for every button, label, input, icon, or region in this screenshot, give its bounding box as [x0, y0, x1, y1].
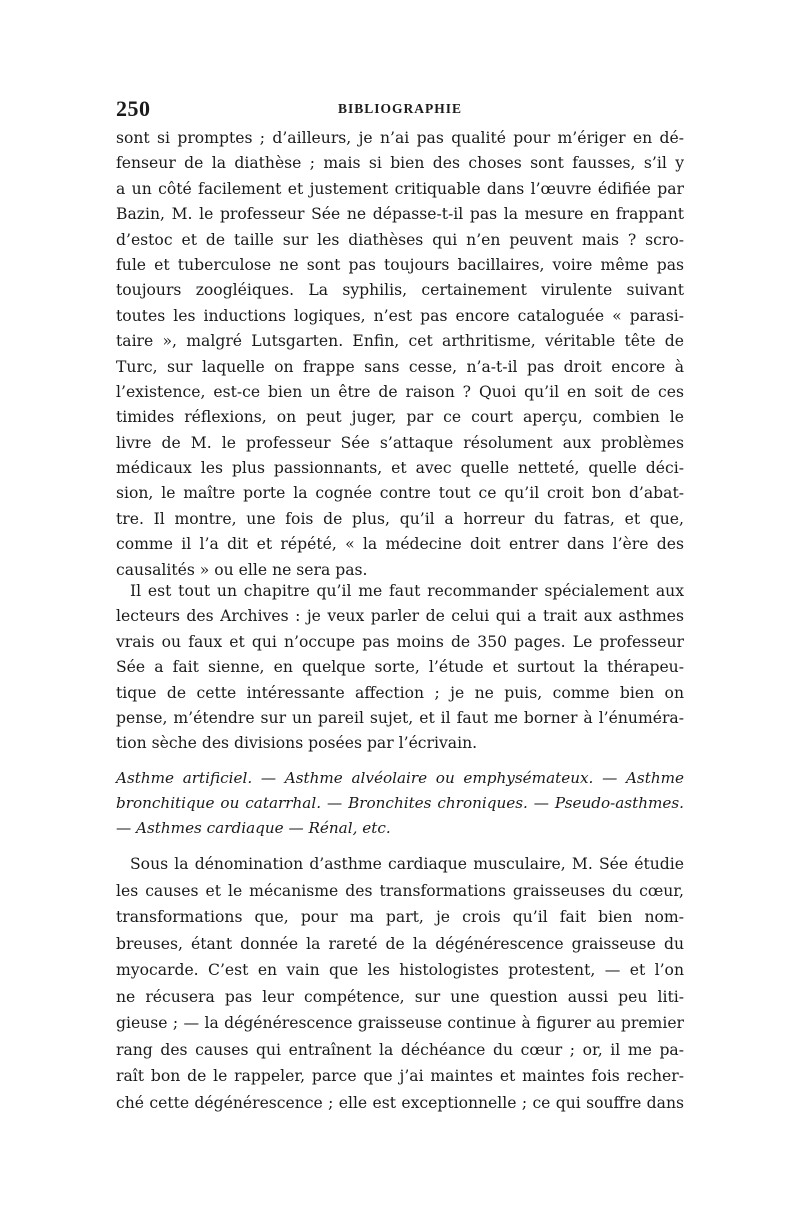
text-line: bronchitique ou catarrhal. — Bronchites chroniques. — Pseudo-asthmes. — [116, 794, 684, 812]
text-line: transformations que, pour ma part, je crois qu’il fait bien nom- — [116, 908, 684, 926]
text-line: — Asthmes cardiaque — Rénal, etc. — [116, 819, 391, 837]
text-line: ne récusera pas leur compétence, sur une question aussi peu liti- — [116, 987, 684, 1006]
text-line: taire », malgré Lutsgarten. Enfin, cet arthritisme, véritable tête de — [116, 332, 684, 351]
text-line: Sée a fait sienne, en quelque sorte, l’étude et surtout la thérapeu- — [116, 658, 684, 677]
text-line: breuses, étant donnée la rareté de la dégénérescence graisseuse du — [116, 934, 684, 953]
text-line: Turc, sur laquelle on frappe sans cesse, n’a-t-il pas droit encore à — [116, 357, 684, 376]
text-line: les causes et le mécanisme des transformations graisseuses du cœur, — [116, 881, 684, 900]
text-line: Sous la dénomination d’asthme cardiaque musculaire, M. Sée étudie — [130, 855, 684, 873]
text-line: d’estoc et de taille sur les diathèses qui n’en peuvent mais ? scro- — [116, 230, 684, 249]
text-line: Bazin, M. le professeur Sée ne dépasse-t-il pas la mesure en frappant — [116, 205, 684, 224]
text-line: a un côté facilement et justement critiquable dans l’œuvre édifiée par — [116, 179, 684, 198]
text-line: sont si promptes ; d’ailleurs, je n’ai pas qualité pour m’ériger en dé- — [116, 129, 684, 147]
text-line: comme il l’a dit et répété, « la médecine doit entrer dans l’ère des — [116, 535, 684, 554]
text-line: myocarde. C’est en vain que les histologistes protestent, — et l’on — [116, 961, 684, 979]
page-header — [116, 96, 686, 124]
text-line: médicaux les plus passionnants, et avec quelle netteté, quelle déci- — [116, 459, 684, 478]
paragraph-4 — [116, 851, 684, 1116]
text-line: raît bon de le rappeler, parce que j’ai maintes et maintes fois recher- — [116, 1067, 684, 1085]
text-line: tique de cette intéressante affection ; je ne puis, comme bien on — [116, 683, 684, 702]
page-number: 250 — [116, 96, 151, 121]
text-line: Il est tout un chapitre qu’il me faut recommander spécialement aux — [130, 582, 684, 600]
text-line: ché cette dégénérescence ; elle est exceptionnelle ; ce qui souffre dans — [116, 1093, 684, 1112]
text-line: gieuse ; — la dégénérescence graisseuse continue à figurer au premier — [116, 1014, 684, 1032]
text-line: fule et tuberculose ne sont pas toujours bacillaires, voire même pas — [116, 255, 684, 274]
running-head: BIBLIOGRAPHIE — [338, 101, 463, 116]
paragraph-2 — [116, 579, 684, 757]
text-line: fenseur de la diathèse ; mais si bien des choses sont fausses, s’il y — [116, 154, 684, 173]
text-line: tion sèche des divisions posées par l’écrivain. — [116, 734, 478, 753]
text-line: tre. Il montre, une fois de plus, qu’il a horreur du fatras, et que, — [116, 509, 684, 528]
text-line: livre de M. le professeur Sée s’attaque résolument aux problèmes — [116, 433, 684, 452]
text-line: l’existence, est-ce bien un être de raison ? Quoi qu’il en soit de ces — [116, 382, 684, 401]
text-line: causalités » ou elle ne sera pas. — [116, 560, 368, 579]
text-line: timides réflexions, on peut juger, par ce court aperçu, combien le — [116, 408, 684, 427]
text-line: Asthme artificiel. — Asthme alvéolaire ou emphysémateux. — Asthme — [116, 769, 684, 787]
division-list — [116, 766, 684, 841]
text-line: lecteurs des Archives : je veux parler de celui qui a trait aux asthmes — [116, 607, 684, 626]
text-line: sion, le maître porte la cognée contre tout ce qu’il croit bon d’abat- — [116, 484, 684, 503]
text-line: toutes les inductions logiques, n’est pas encore cataloguée « parasi- — [116, 306, 684, 325]
text-line: rang des causes qui entraînent la déchéance du cœur ; or, il me pa- — [116, 1040, 684, 1059]
text-line: vrais ou faux et qui n’occupe pas moins de 350 pages. Le professeur — [116, 632, 684, 651]
paragraph-1 — [116, 126, 684, 583]
text-line: toujours zoogléiques. La syphilis, certainement virulente suivant — [116, 281, 684, 300]
text-line: pense, m’étendre sur un pareil sujet, et il faut me borner à l’énuméra- — [116, 708, 684, 727]
